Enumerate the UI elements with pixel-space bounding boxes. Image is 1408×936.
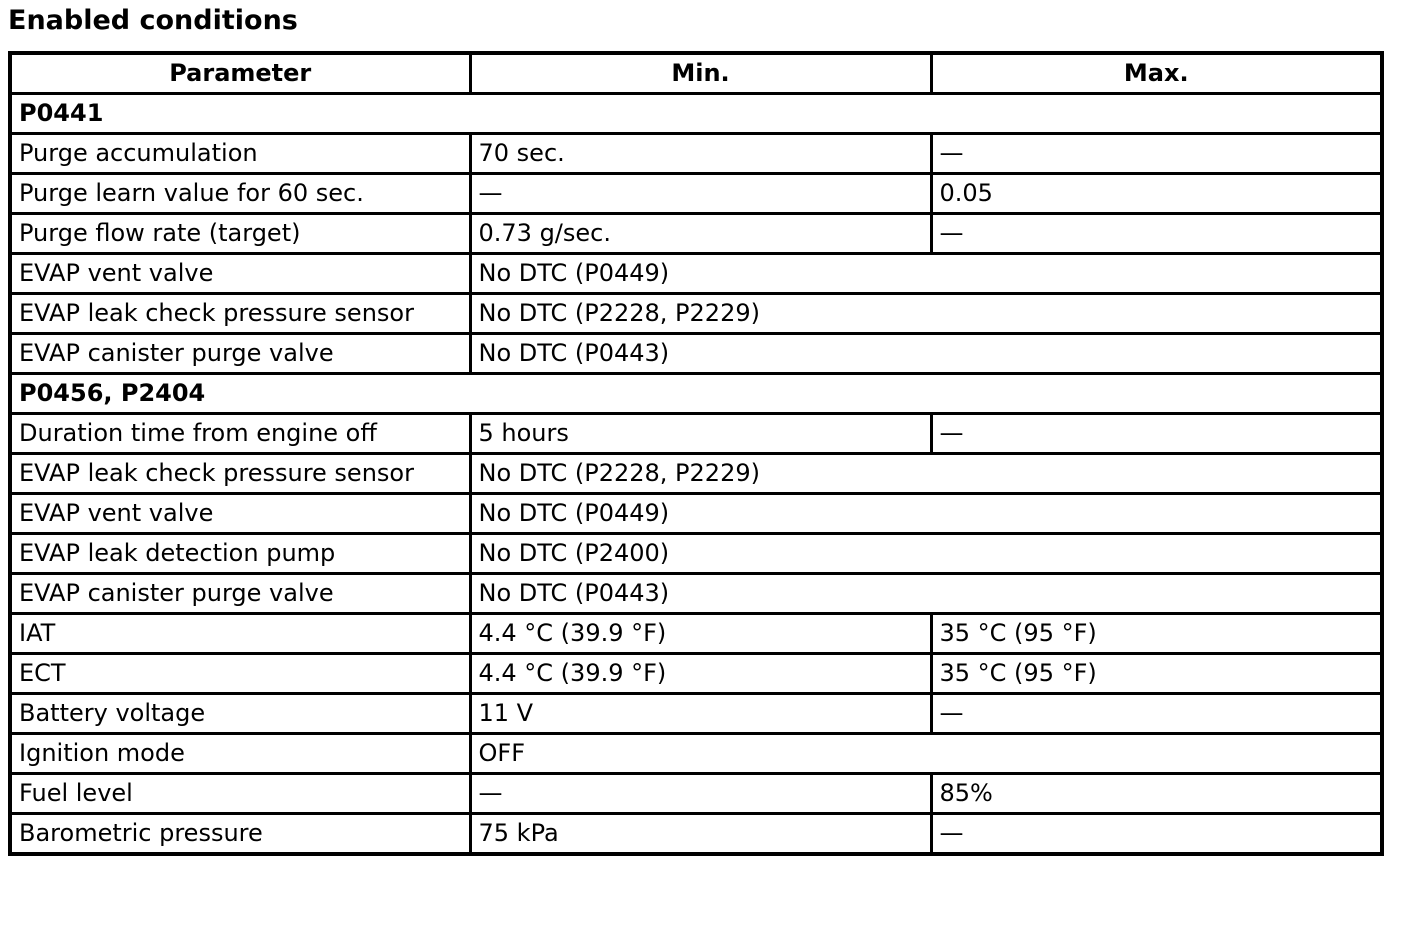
page-title: Enabled conditions	[8, 5, 298, 36]
table-header-row	[10, 53, 1382, 94]
table-row	[10, 254, 1382, 294]
parameter-cell: Fuel level	[10, 774, 470, 814]
condition-cell: No DTC (P0443)	[470, 574, 1382, 614]
condition-cell: No DTC (P2228, P2229)	[470, 294, 1382, 334]
table-row	[10, 454, 1382, 494]
min-cell: 4.4 °C (39.9 °F)	[470, 614, 931, 654]
table-row	[10, 654, 1382, 694]
table-row	[10, 494, 1382, 534]
min-cell: 0.73 g/sec.	[470, 214, 931, 254]
max-cell: —	[931, 814, 1382, 855]
parameter-cell: EVAP leak detection pump	[10, 534, 470, 574]
condition-cell: OFF	[470, 734, 1382, 774]
parameter-cell: EVAP canister purge valve	[10, 334, 470, 374]
condition-cell: No DTC (P0449)	[470, 494, 1382, 534]
condition-cell: No DTC (P0443)	[470, 334, 1382, 374]
parameter-cell: Duration time from engine off	[10, 414, 470, 454]
table-row	[10, 334, 1382, 374]
parameter-cell: Ignition mode	[10, 734, 470, 774]
parameter-cell: ECT	[10, 654, 470, 694]
table-row	[10, 294, 1382, 334]
min-cell: 70 sec.	[470, 134, 931, 174]
group-label: P0456, P2404	[10, 374, 1382, 414]
max-cell: 0.05	[931, 174, 1382, 214]
table-row	[10, 574, 1382, 614]
parameter-cell: Purge learn value for 60 sec.	[10, 174, 470, 214]
min-cell: —	[470, 774, 931, 814]
condition-cell: No DTC (P2400)	[470, 534, 1382, 574]
max-cell: —	[931, 414, 1382, 454]
max-cell: —	[931, 134, 1382, 174]
column-header-max: Max.	[931, 53, 1382, 94]
parameter-cell: EVAP leak check pressure sensor	[10, 294, 470, 334]
min-cell: 75 kPa	[470, 814, 931, 855]
table-row	[10, 734, 1382, 774]
column-header-parameter: Parameter	[10, 53, 470, 94]
max-cell: 85%	[931, 774, 1382, 814]
parameter-cell: IAT	[10, 614, 470, 654]
condition-cell: No DTC (P0449)	[470, 254, 1382, 294]
parameter-cell: EVAP canister purge valve	[10, 574, 470, 614]
parameter-cell: EVAP leak check pressure sensor	[10, 454, 470, 494]
min-cell: 11 V	[470, 694, 931, 734]
max-cell: —	[931, 214, 1382, 254]
parameter-cell: Purge flow rate (target)	[10, 214, 470, 254]
table-row	[10, 614, 1382, 654]
column-header-min: Min.	[470, 53, 931, 94]
table-row	[10, 134, 1382, 174]
table-row	[10, 534, 1382, 574]
parameter-cell: Barometric pressure	[10, 814, 470, 855]
enabled-conditions-table	[8, 51, 1384, 856]
parameter-cell: EVAP vent valve	[10, 254, 470, 294]
min-cell: 4.4 °C (39.9 °F)	[470, 654, 931, 694]
group-row	[10, 374, 1382, 414]
max-cell: 35 °C (95 °F)	[931, 654, 1382, 694]
table-row	[10, 774, 1382, 814]
table-row	[10, 414, 1382, 454]
max-cell: —	[931, 694, 1382, 734]
table-row	[10, 214, 1382, 254]
condition-cell: No DTC (P2228, P2229)	[470, 454, 1382, 494]
min-cell: 5 hours	[470, 414, 931, 454]
table-row	[10, 814, 1382, 855]
group-row	[10, 94, 1382, 134]
group-label: P0441	[10, 94, 1382, 134]
table-row	[10, 174, 1382, 214]
max-cell: 35 °C (95 °F)	[931, 614, 1382, 654]
parameter-cell: Purge accumulation	[10, 134, 470, 174]
parameter-cell: Battery voltage	[10, 694, 470, 734]
parameter-cell: EVAP vent valve	[10, 494, 470, 534]
table-row	[10, 694, 1382, 734]
min-cell: —	[470, 174, 931, 214]
